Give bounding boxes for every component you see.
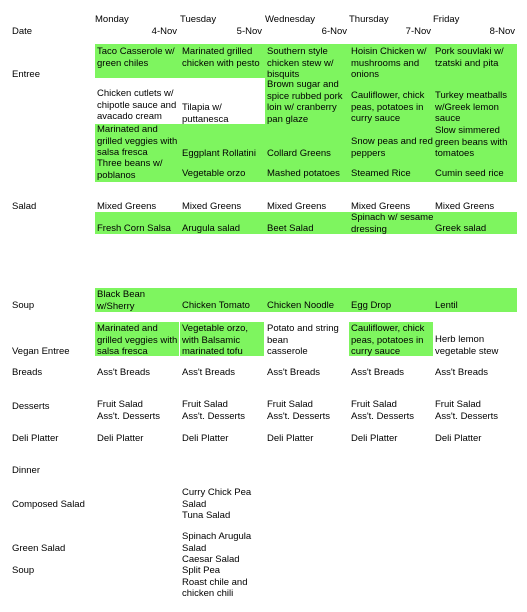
entree-cell: Taco Casserole w/ green chiles	[97, 46, 175, 69]
row-label-salad: Salad	[12, 201, 37, 212]
entree-cell: Cumin seed rice	[435, 168, 504, 179]
deli-cell: Deli Platter	[182, 433, 229, 444]
row-label-composed-salad: Composed Salad	[12, 499, 85, 510]
breads-cell: Ass't Breads	[182, 367, 236, 378]
entree-cell: Eggplant Rollatini	[182, 148, 256, 159]
row-label-soup-dinner: Soup	[12, 565, 35, 576]
column-day-3: Thursday	[349, 14, 389, 25]
column-date-0: 4-Nov	[151, 26, 177, 37]
column-date-1: 5-Nov	[236, 26, 262, 37]
row-label-vegan-entree: Vegan Entree	[12, 346, 70, 357]
entree-cell: Turkey meatballs w/Greek lemon sauce	[435, 90, 507, 124]
dinner-composed-salad: Curry Chick Pea Salad Tuna Salad	[182, 487, 252, 521]
salad-mixed-greens: Mixed Greens	[267, 201, 327, 212]
entree-cell: Cauliflower, chick peas, potatoes in curry sauce	[351, 90, 425, 124]
vegan-cell: Cauliflower, chick peas, potatoes in curry sauce	[351, 323, 425, 357]
deli-cell: Deli Platter	[267, 433, 314, 444]
breads-cell: Ass't Breads	[267, 367, 321, 378]
soup-cell: Black Bean w/Sherry	[97, 289, 146, 312]
salad-mixed-greens: Mixed Greens	[351, 201, 411, 212]
soup-cell: Lentil	[435, 300, 458, 311]
vegan-cell: Herb lemon vegetable stew	[435, 334, 499, 357]
desserts-cell: Fruit Salad Ass't. Desserts	[97, 399, 161, 422]
entree-cell: Three beans w/ poblanos	[97, 158, 163, 181]
entree-cell: Steamed Rice	[351, 168, 411, 179]
vegan-cell: Potato and string bean casserole	[267, 323, 339, 357]
soup-cell: Chicken Noodle	[267, 300, 335, 311]
breads-cell: Ass't Breads	[435, 367, 489, 378]
salad-mixed-greens: Mixed Greens	[435, 201, 495, 212]
row-label-dinner: Dinner	[12, 465, 40, 476]
salad-mixed-greens: Mixed Greens	[182, 201, 242, 212]
entree-cell: Snow peas and red peppers	[351, 136, 433, 159]
entree-cell: Vegetable orzo	[182, 168, 246, 179]
salad-cell: Fresh Corn Salsa	[97, 223, 171, 234]
entree-cell: Chicken cutlets w/ chipotle sauce and avacado cream	[97, 88, 177, 122]
entree-cell: Collard Greens	[267, 148, 331, 159]
dinner-soup: Split Pea Roast chile and chicken chili	[182, 565, 248, 599]
salad-cell: Greek salad	[435, 223, 487, 234]
row-label-entree: Entree	[12, 69, 40, 80]
row-label-date: Date	[12, 26, 33, 37]
column-day-4: Friday	[433, 14, 460, 25]
column-date-3: 7-Nov	[405, 26, 431, 37]
desserts-cell: Fruit Salad Ass't. Desserts	[435, 399, 499, 422]
entree-cell: Marinated and grilled veggies with salsa fresca	[97, 124, 178, 158]
breads-cell: Ass't Breads	[97, 367, 151, 378]
column-day-2: Wednesday	[265, 14, 315, 25]
row-label-desserts: Desserts	[12, 401, 50, 412]
column-day-0: Monday	[95, 14, 129, 25]
salad-mixed-greens: Mixed Greens	[97, 201, 157, 212]
row-label-breads: Breads	[12, 367, 43, 378]
vegan-cell: Marinated and grilled veggies with salsa fresca	[97, 323, 178, 357]
entree-cell: Brown sugar and spice rubbed pork loin w/ cranberry pan glaze	[267, 79, 343, 125]
entree-cell: Mashed potatoes	[267, 168, 340, 179]
desserts-cell: Fruit Salad Ass't. Desserts	[182, 399, 246, 422]
desserts-cell: Fruit Salad Ass't. Desserts	[351, 399, 415, 422]
vegan-cell: Vegetable orzo, with Balsamic marinated tofu	[182, 323, 249, 357]
entree-cell: Southern style chicken stew w/ bisquits	[267, 46, 334, 80]
row-label-soup: Soup	[12, 300, 35, 311]
salad-cell: Beet Salad	[267, 223, 314, 234]
deli-cell: Deli Platter	[97, 433, 144, 444]
deli-cell: Deli Platter	[351, 433, 398, 444]
row-label-green-salad: Green Salad	[12, 543, 66, 554]
column-date-2: 6-Nov	[321, 26, 347, 37]
salad-cell: Spinach w/ sesame dressing	[351, 212, 434, 235]
column-date-4: 8-Nov	[489, 26, 515, 37]
soup-cell: Egg Drop	[351, 300, 392, 311]
desserts-cell: Fruit Salad Ass't. Desserts	[267, 399, 331, 422]
dinner-green-salad: Spinach Arugula Salad Caesar Salad	[182, 531, 252, 565]
entree-cell: Tilapia w/ puttanesca	[182, 102, 229, 125]
breads-cell: Ass't Breads	[351, 367, 405, 378]
entree-cell: Hoisin Chicken w/ mushrooms and onions	[351, 46, 427, 80]
entree-cell: Pork souvlaki w/ tzatski and pita	[435, 46, 504, 69]
row-label-deli-platter: Deli Platter	[12, 433, 59, 444]
salad-cell: Arugula salad	[182, 223, 241, 234]
deli-cell: Deli Platter	[435, 433, 482, 444]
soup-cell: Chicken Tomato	[182, 300, 250, 311]
column-day-1: Tuesday	[180, 14, 217, 25]
entree-cell: Marinated grilled chicken with pesto	[182, 46, 260, 69]
entree-cell: Slow simmered green beans with tomatoes	[435, 125, 508, 159]
